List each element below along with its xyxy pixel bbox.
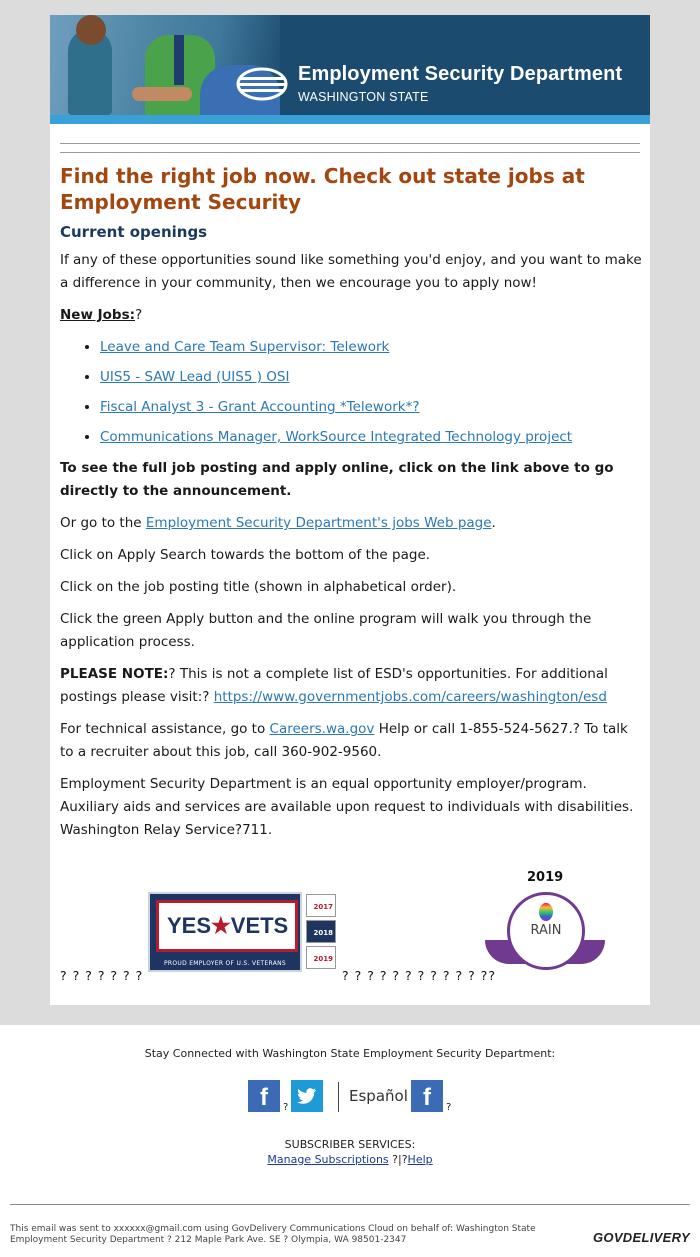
placeholder-marks: ? ? ? ? ? ? ?: [60, 968, 144, 983]
espanol-link[interactable]: Español: [349, 1087, 408, 1105]
handshake: [132, 87, 192, 101]
rain-seal: [507, 892, 585, 970]
governmentjobs-link[interactable]: https://www.governmentjobs.com/careers/washington/esd: [213, 689, 607, 705]
manage-subscriptions-link[interactable]: Manage Subscriptions: [267, 1153, 389, 1166]
tech-assistance: [60, 718, 642, 764]
rainbow-drop-icon: [539, 903, 553, 921]
header-subtitle: WASHINGTON STATE: [298, 90, 429, 104]
section-title: Current openings: [60, 223, 208, 241]
yes-vets-frame: [156, 900, 298, 952]
yes-vets-tagline: PROUD EMPLOYER OF U.S. VETERANS: [163, 960, 287, 967]
rain-year: 2019: [527, 870, 564, 885]
job-link-leave-care-supervisor[interactable]: Leave and Care Team Supervisor: Telework: [100, 339, 390, 355]
placeholder-mark: ?: [283, 1102, 289, 1113]
award-stack: [306, 894, 336, 966]
divider: [60, 143, 640, 144]
job-link-fiscal-analyst[interactable]: Fiscal Analyst 3 - Grant Accounting *Telework*?: [100, 399, 420, 415]
header-banner: [50, 15, 650, 115]
placeholder-marks: ? ? ? ? ? ? ? ? ? ? ? ??: [342, 968, 496, 983]
rain-award-badge: [485, 870, 615, 990]
subscriber-links: [0, 1152, 700, 1167]
new-jobs-suffix: ?: [135, 307, 143, 323]
award-badge: [306, 894, 336, 917]
email-body: [60, 163, 642, 851]
award-year: 2018: [313, 929, 333, 937]
or-go-text: [60, 512, 642, 535]
please-note: [60, 663, 642, 709]
govdelivery-logo: GOVDELIVERY: [593, 1230, 690, 1245]
subscriber-services-label: SUBSCRIBER SERVICES:: [284, 1138, 416, 1151]
award-year: 2017: [313, 903, 333, 911]
page-title: Find the right job now. Check out state jobs at Employment Security: [60, 164, 585, 214]
award-badge: [306, 946, 336, 969]
subscriber-services: [0, 1137, 700, 1167]
person-tie: [174, 35, 184, 85]
tech-prefix: For technical assistance, go to: [60, 721, 270, 737]
list-item: [100, 426, 642, 449]
please-note-label: PLEASE NOTE:: [60, 666, 169, 682]
divider: [60, 152, 640, 153]
or-go-suffix: .: [491, 515, 496, 531]
sent-to-text: This email was sent to xxxxxx@gmail.com using GovDelivery Communications Cloud on behalf of: Washington State Employment Security Department ? 212 Maple Park Ave. SE ? Olympia, WA 98501-2347: [10, 1224, 536, 1245]
yes-word: YES: [167, 913, 212, 938]
header-title: Employment Security Department: [298, 63, 623, 85]
step-2: Click on the job posting title (shown in alphabetical order).: [60, 579, 457, 595]
person-head: [76, 15, 106, 45]
stay-connected-text: Stay Connected with Washington State Employment Security Department:: [144, 1047, 556, 1060]
award-badge: [306, 920, 336, 943]
job-list: [60, 336, 642, 449]
full-posting-note: To see the full job posting and apply online, click on the link above to go directly to the announcement.: [60, 460, 614, 499]
or-go-prefix: Or go to the: [60, 515, 146, 531]
step-1: Click on Apply Search towards the bottom of the page.: [60, 547, 431, 563]
footer: [0, 1025, 700, 1257]
list-item: [100, 366, 642, 389]
job-link-communications-manager[interactable]: Communications Manager, WorkSource Integrated Technology project: [100, 429, 573, 445]
divider: [10, 1204, 690, 1205]
job-link-uis5-saw-lead[interactable]: UIS5 - SAW Lead (UIS5 ) OSI: [100, 369, 290, 385]
eeo-statement: Employment Security Department is an equal opportunity employer/program. Auxiliary aids and services are available upon request to individuals with disabilities. Washington Relay Service?711.: [60, 776, 634, 838]
help-link[interactable]: Help: [407, 1153, 433, 1166]
list-item: [100, 336, 642, 359]
vets-word: VETS: [230, 913, 289, 938]
new-jobs-heading: [60, 304, 642, 327]
badges-row: [60, 870, 640, 990]
twitter-icon[interactable]: [291, 1080, 323, 1112]
esd-jobs-link[interactable]: Employment Security Department's jobs Web page: [145, 515, 492, 531]
tech-suffix: Help or call 1-855-524-5627.? To talk to a recruiter about this job, call 360-902-9560.: [60, 721, 628, 760]
careers-wa-link[interactable]: Careers.wa.gov: [269, 721, 375, 737]
facebook-espanol-icon[interactable]: f: [411, 1080, 443, 1112]
new-jobs-label: New Jobs:: [60, 307, 136, 323]
placeholder-mark: ?: [446, 1102, 452, 1113]
step-3: Click the green Apply button and the online program will walk you through the application process.: [60, 611, 592, 650]
star-icon: ★: [211, 913, 231, 938]
divider: [338, 1082, 339, 1112]
list-item: [100, 396, 642, 419]
rain-text: RAIN: [530, 923, 562, 938]
intro-text: If any of these opportunities sound like something you'd enjoy, and you want to make a difference in your community, then we encourage you to apply now!: [60, 252, 642, 291]
facebook-icon[interactable]: f: [248, 1080, 280, 1112]
esd-logo-icon: [236, 67, 288, 101]
email-card: [50, 15, 650, 1005]
header-stripe: [50, 115, 650, 124]
please-note-text: ? This is not a complete list of ESD's opportunities. For additional postings please visit:?: [60, 666, 608, 705]
twitter-bird-icon: [297, 1087, 317, 1105]
award-year: 2019: [313, 955, 333, 963]
yes-vets-badge: [148, 892, 302, 972]
link-separator: ?|?: [388, 1153, 408, 1166]
yes-vets-word: [167, 913, 288, 939]
